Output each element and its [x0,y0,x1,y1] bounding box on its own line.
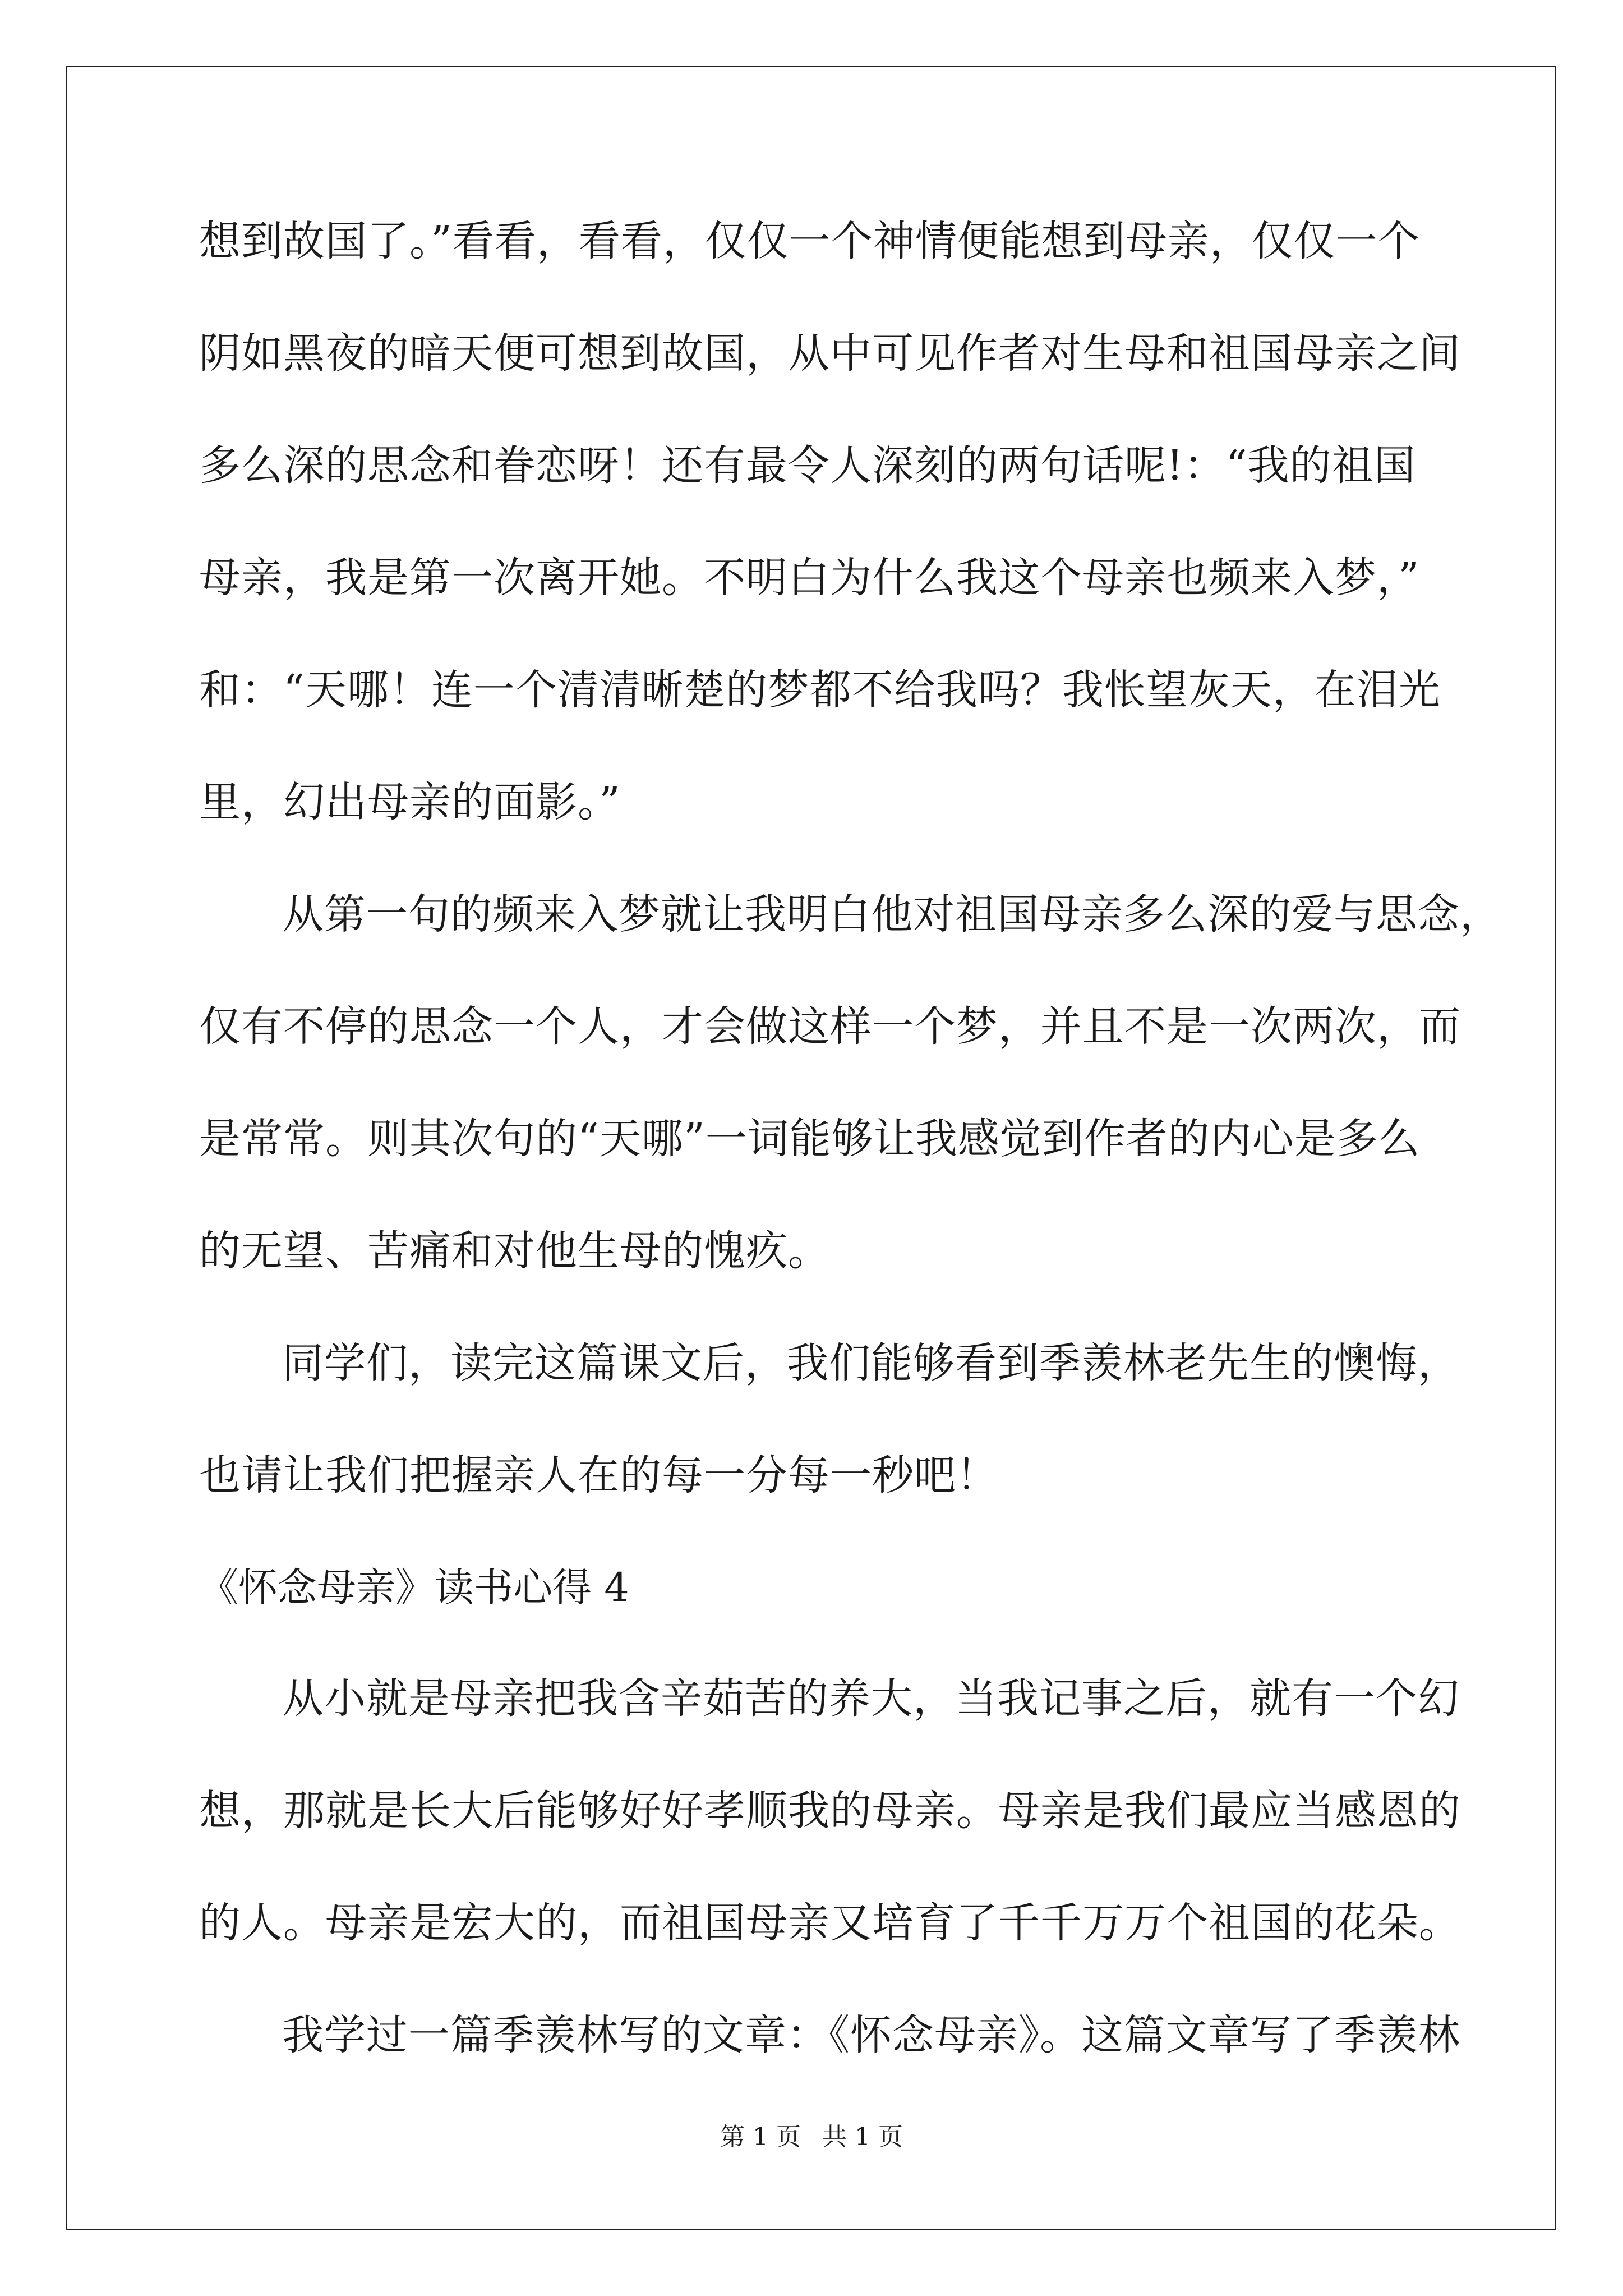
paragraph-first-line: 同学们，读完这篇课文后，我们能够看到季羡林老先生的懊悔， [282,1339,1460,1387]
text-line: 和：“天哪！连一个清清晰楚的梦都不给我吗？我怅望灰天，在泪光 [199,666,1441,714]
page-total: 共 1 页 [822,2123,903,2151]
text-line: 仅有不停的思念一个人，才会做这样一个梦，并且不是一次两次，而 [199,1002,1461,1051]
paragraph-first-line: 从第一句的频来入梦就让我明白他对祖国母亲多么深的爱与思念， [282,890,1502,938]
text-line: 的无望、苦痛和对他生母的愧疚。 [199,1227,830,1275]
paragraph-first-line: 从小就是母亲把我含辛茹苦的养大，当我记事之后，就有一个幻 [282,1674,1460,1723]
text-line: 母亲，我是第一次离开她。不明白为什么我这个母亲也频来入梦，” [199,554,1420,602]
paragraph-first-line: 我学过一篇季羡林写的文章：《怀念母亲》。这篇文章写了季羡林 [282,2011,1460,2059]
text-line: 想到故国了。”看看，看看，仅仅一个神情便能想到母亲，仅仅一个 [199,217,1420,265]
text-line: 也请让我们把握亲人在的每一分每一秒吧！ [199,1451,998,1499]
document-body [199,202,1502,2108]
page-footer [0,2120,1623,2154]
text-line: 是常常。则其次句的“天哪”一词能够让我感觉到作者的内心是多么 [199,1115,1421,1163]
page-number: 第 1 页 [720,2123,801,2151]
section-heading: 《怀念母亲》读书心得 4 [199,1565,629,1611]
text-line: 的人。母亲是宏大的，而祖国母亲又培育了千千万万个祖国的花朵。 [199,1899,1461,1947]
text-line: 想，那就是长大后能够好好孝顺我的母亲。母亲是我们最应当感恩的 [199,1787,1461,1835]
text-line: 里，幻出母亲的面影。” [199,778,621,826]
text-line: 阴如黑夜的暗天便可想到故国，从中可见作者对生母和祖国母亲之间 [199,329,1461,378]
text-line: 多么深的思念和眷恋呀！还有最令人深刻的两句话呢!：“我的祖国 [199,441,1416,490]
